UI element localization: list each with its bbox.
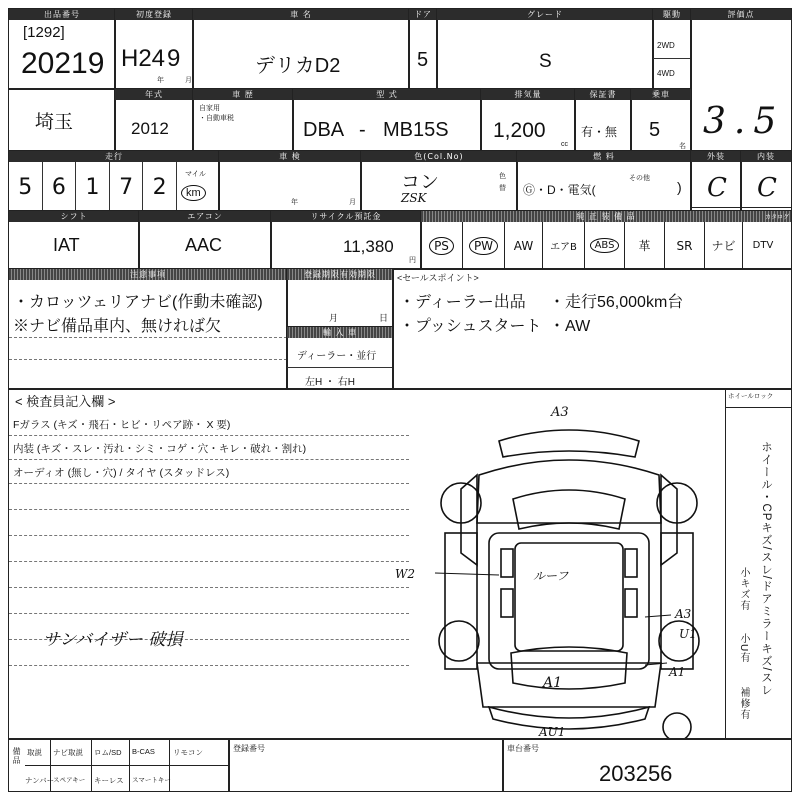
mileage-digits — [9, 162, 177, 212]
shift: IAT — [53, 235, 80, 255]
ac-label: エアコン — [139, 211, 271, 222]
footer-reg-number — [228, 738, 504, 792]
score-label: 評価点 — [691, 9, 791, 20]
drive-4wd: 4WD — [657, 69, 675, 78]
catalog-label: カタログ — [764, 215, 789, 221]
reg-number-label: 登録番号 — [233, 744, 265, 753]
mileage-unit: km — [181, 185, 206, 201]
mileage-digit: 1 — [76, 162, 110, 212]
notes-line1: ・カロッツェリアナビ(作動未確認) — [13, 294, 263, 311]
sales-point: ・プッシュスタート — [399, 318, 542, 335]
equipment-item-label: DTV — [752, 240, 774, 251]
import-options: ディーラー・並行 — [297, 351, 377, 362]
mileage-unit-alt: マイル — [185, 171, 206, 178]
acc-bcas: B-CAS — [132, 747, 155, 756]
accessories-label: 備品 — [12, 747, 21, 765]
cc-label: 排気量 — [481, 89, 575, 100]
equipment-item-label: ナビ — [711, 239, 736, 253]
acc-manual: 取説 — [27, 748, 42, 757]
equipment-item — [585, 222, 625, 269]
mileage-box — [8, 150, 220, 212]
reg-deadline-nichi: 日 — [379, 313, 389, 323]
equipment-item — [421, 222, 463, 269]
inspection-tsuki: 月 — [349, 199, 356, 206]
acc-keyless: キーレス — [94, 776, 124, 785]
rear-bumper-outline — [489, 707, 649, 729]
mileage-digit: 6 — [43, 162, 77, 212]
color-code: ZSK — [401, 191, 427, 205]
equipment-item-label: エアB — [550, 242, 577, 253]
warranty-label: 保証書 — [575, 89, 631, 100]
equipment-item — [505, 222, 543, 269]
rear-window — [511, 647, 627, 689]
shift-label: シフト — [9, 211, 139, 222]
import-box — [286, 326, 394, 390]
equipment-box — [420, 210, 792, 270]
reg-month: 9 — [167, 45, 181, 72]
model-dash: - — [359, 119, 366, 141]
damage-mark: W2 — [395, 567, 415, 581]
chassis-label: 車台番号 — [507, 744, 539, 753]
equipment-item-label: ABS — [590, 238, 620, 253]
inspection-nen: 年 — [291, 199, 298, 206]
chassis-number: 203256 — [599, 761, 673, 786]
warranty: 有・無 — [581, 125, 618, 139]
seats: 5 — [649, 119, 661, 141]
wheel-lock-label: ホイールロック — [728, 393, 774, 400]
seats-label: 乗車 — [631, 89, 691, 100]
reg-nen: 年 — [157, 77, 164, 84]
front-bumper-outline — [499, 430, 639, 457]
damage-mark: U1 — [679, 627, 697, 641]
damage-mark: A3 — [551, 405, 569, 420]
car-damage-diagram — [419, 403, 719, 740]
inspector-handwritten-note: サンバイザー 破損 — [43, 630, 183, 650]
model-code: MB15S — [383, 119, 449, 141]
reg-deadline-tsuki: 月 — [329, 313, 339, 323]
equipment-item-label: 革 — [638, 239, 651, 253]
color-label: 色(Col.No) — [361, 151, 517, 162]
car-name: デリカD2 — [255, 55, 341, 77]
mileage-label: 走行 — [9, 151, 219, 162]
history-box — [192, 88, 294, 152]
damage-mark: ルーフ — [533, 569, 569, 583]
recycle-unit: 円 — [409, 257, 416, 264]
equipment-item — [743, 222, 783, 269]
seats-unit: 名 — [679, 143, 686, 150]
wheel-side-label: ホイール・CPキズ/スレ/ドアミラーキズ/スレ — [760, 441, 772, 697]
doors-box — [408, 8, 438, 90]
wheel-side-mark: 小U有 — [738, 633, 749, 664]
year: 2012 — [131, 119, 169, 138]
equipment-item — [543, 222, 585, 269]
score: 3.5 — [703, 101, 785, 142]
grade-label: グレード — [437, 9, 653, 20]
notes-box — [8, 268, 288, 390]
history-label: 車 歴 — [193, 89, 293, 100]
mileage-digit: 5 — [9, 162, 43, 212]
damage-mark: A3 — [675, 607, 692, 621]
equipment-item-label: AW — [513, 238, 534, 253]
warranty-box — [574, 88, 632, 152]
fuel-box — [516, 150, 692, 212]
roof-outline — [515, 543, 623, 651]
inspection-label: 車 検 — [219, 151, 361, 162]
damage-mark: AU1 — [539, 725, 566, 739]
footer-accessories — [8, 738, 230, 792]
drive-label: 駆動 — [653, 9, 691, 20]
interior: C — [757, 173, 777, 203]
year-label: 年式 — [115, 89, 193, 100]
sales-point: ・ディーラー出品 — [399, 294, 526, 311]
recycle-label: リサイクル預託金 — [271, 211, 421, 222]
cc: 1,200 — [493, 119, 546, 142]
ac: AAC — [185, 235, 223, 255]
inspector-title: < 検査員記入欄 > — [15, 394, 116, 409]
sales-point: ・走行56,000km台 — [549, 294, 684, 311]
recycle: 11,380 — [343, 237, 394, 256]
doors: 5 — [417, 49, 429, 71]
exterior: C — [707, 173, 727, 203]
first-reg-box — [114, 8, 194, 90]
region: 埼玉 — [35, 112, 74, 133]
exterior-label: 外装 — [691, 151, 741, 162]
fuel-paren-close: ) — [677, 179, 682, 195]
inspection-box — [218, 150, 362, 212]
grade: S — [539, 51, 552, 72]
color-box — [360, 150, 518, 212]
damage-mark: A1 — [543, 675, 563, 691]
sales-points-label: <セールスポイント> — [397, 273, 479, 283]
fuel-options: Ⓖ・D・電気( — [523, 183, 596, 197]
model-prefix: DBA — [303, 119, 345, 141]
car-name-box — [192, 8, 410, 90]
acc-smart-key: スマートキー — [132, 777, 171, 784]
equipment-item — [665, 222, 705, 269]
equipment-item-label: PS — [429, 237, 454, 255]
drive-box — [652, 8, 692, 90]
lot-number: 20219 — [21, 47, 105, 80]
equipment-item-label: SR — [676, 238, 693, 253]
exterior-box — [690, 150, 742, 212]
lot-bracket: [1292] — [23, 24, 65, 41]
equipment-item — [705, 222, 743, 269]
notes-label: 注意事項 — [9, 269, 287, 280]
shift-box — [8, 210, 140, 270]
reg-era: H24 — [121, 45, 166, 72]
reg-tsuki: 月 — [185, 77, 192, 84]
sales-point: ・AW — [549, 318, 591, 335]
reg-deadline-label: 登録期限有効期限 — [287, 269, 393, 280]
equipment-item-label: PW — [469, 237, 498, 255]
equipment-item — [463, 222, 505, 269]
acc-nav-manual: ナビ取説 — [53, 748, 83, 757]
equipment-label: 純 正 装 備 品 — [421, 211, 791, 222]
color: コン — [401, 172, 440, 193]
notes-line2: ※ナビ備品車内、無ければ欠 — [13, 318, 222, 335]
year-box — [114, 88, 194, 152]
equipment-item — [625, 222, 665, 269]
acc-number: ナンバー — [25, 776, 55, 785]
sales-points-box — [392, 268, 792, 390]
mileage-digit: 7 — [110, 162, 144, 212]
fuel-other: その他 — [629, 175, 650, 182]
acc-remote: リモコン — [173, 748, 203, 757]
wheel-side-mark: 補修有 — [738, 687, 749, 720]
inspector-interior: 内装 (キズ・スレ・汚れ・シミ・コゲ・穴・キレ・破れ・割れ) — [13, 443, 307, 455]
wheel-info-column — [725, 389, 792, 740]
interior-label: 内装 — [741, 151, 791, 162]
mileage-digit: 2 — [143, 162, 177, 212]
wheel-side-mark: 小キズ有 — [738, 567, 749, 611]
import-label: 輸 入 車 — [287, 327, 393, 338]
footer-chassis — [502, 738, 792, 792]
cc-box — [480, 88, 576, 152]
auction-sheet — [8, 8, 792, 792]
interior-box — [740, 150, 792, 212]
accessories-grid — [25, 739, 229, 791]
region-box — [8, 88, 116, 152]
lot-number-label: 出品番号 — [9, 9, 115, 20]
first-reg-label: 初度登録 — [115, 9, 193, 20]
model-label: 型 式 — [293, 89, 481, 100]
damage-mark: A1 — [669, 665, 686, 679]
car-name-label: 車 名 — [193, 9, 409, 20]
inspector-box — [8, 388, 792, 740]
inspector-audio: オーディオ (無し・穴) / タイヤ (スタッドレス) — [13, 467, 230, 479]
doors-label: ドア — [409, 9, 437, 20]
acc-rom-sd: ロム/SD — [94, 748, 122, 757]
drive-2wd: 2WD — [657, 41, 675, 50]
inspector-glass: Fガラス (キズ・飛石・ヒビ・リペア跡・ X 要) — [13, 419, 231, 431]
recycle-box — [270, 210, 422, 270]
seats-box — [630, 88, 692, 152]
registration-deadline-box — [286, 268, 394, 328]
model-box — [292, 88, 482, 152]
lot-number-box — [8, 8, 116, 90]
fuel-label: 燃 料 — [517, 151, 691, 162]
equipment-row — [421, 222, 791, 269]
history-sub: 自家用 ・自動車税 — [199, 105, 234, 122]
grade-box — [436, 8, 654, 90]
cc-unit: cc — [561, 141, 568, 148]
ac-box — [138, 210, 272, 270]
handle-side: 左H ・ 右H — [305, 377, 355, 388]
hood-outline — [477, 460, 661, 523]
acc-spare-key: スペアキー — [53, 777, 86, 784]
color-change-label: 色替 — [499, 173, 506, 192]
spare-tire — [663, 713, 691, 740]
